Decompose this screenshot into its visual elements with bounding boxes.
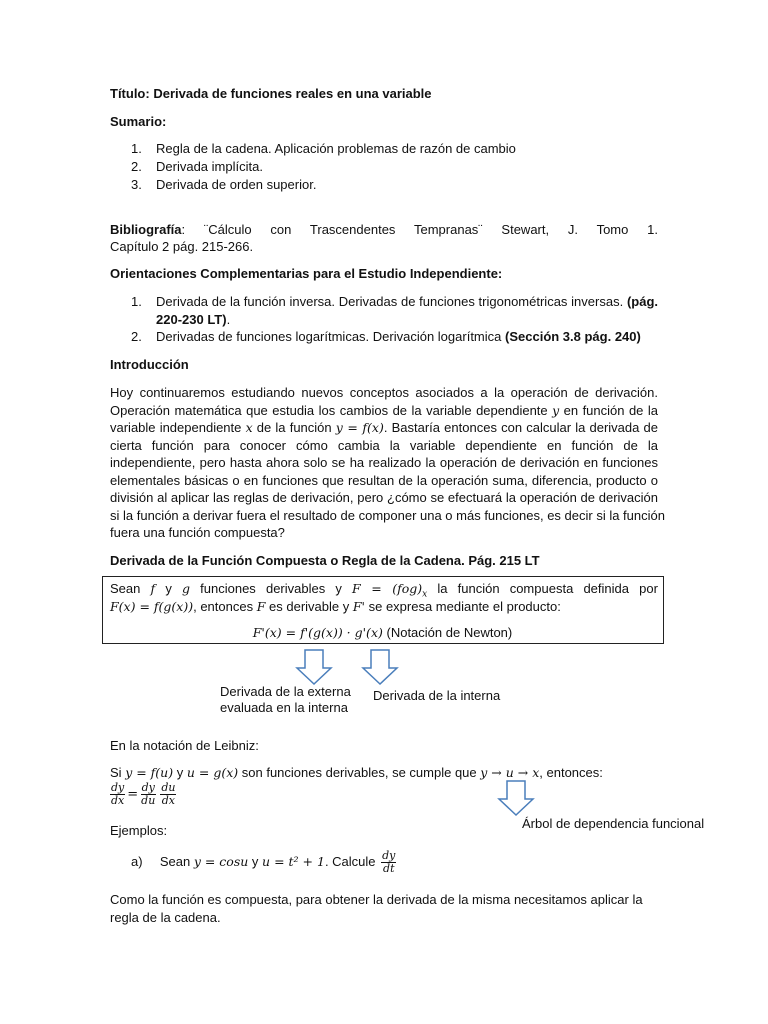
orientaciones-item: 2. Derivadas de funciones logarítmicas. Derivación logarítmica (Sección 3.8 pág. 240): [131, 329, 641, 344]
orientaciones-list: [110, 293, 658, 346]
cadena-heading: Derivada de la Función Compuesta o Regla de la Cadena. Pág. 215 LT: [110, 553, 540, 568]
box-line-1: Sean f y g funciones derivables y $F = (fog)_x$ la función compuesta definida por: [110, 581, 658, 600]
introduccion-heading: Introducción: [110, 357, 189, 372]
sumario-item: 3. Derivada de orden superior.: [131, 177, 317, 192]
sumario-item: 2. Derivada implícita.: [131, 159, 263, 174]
leibniz-intro: En la notación de Leibniz:: [110, 738, 259, 753]
document-page: Título: Derivada de funciones reales en una variable Sumario: 1. Regla de la cadena. Aplicación problemas de razón de cambio 2. Derivada implícita. 3. Derivada de orden superior. Bibliografía: ¨Cálculo con Trascendentes Tempranas¨ Stewart, J. Tomo 1. Capítulo 2 pág. 215-266. Orientaciones Complementarias para el Estudio Independiente: 1. Derivada de la función inversa. Derivadas de funciones trigonométricas inversas. (pág. 220-230 LT). 2. Derivadas de funciones logarítmicas. Derivación logarítmica (Sección 3.8 pág. 240) Introducción Hoy continuaremos estudiando nuevos conceptos asociados a la operación de derivación. Operación matemática que estudia los cambios de la variable dependiente y en función de la variable independiente x de la función y = f(x). Bastaría entonces con calcular la derivada de cierta función para conocer cómo cambia la variable dependiente en función de la independiente, pero hasta ahora solo se ha realizado la operación de derivación en funciones elementales básicas o en funciones que resultan de la operación suma, diferencia, producto o división al aplicar las reglas de derivación, pero ¿cómo se efectuará la operación de derivación si la función a derivar fuera el resultado de componer una o más funciones, es decir si la función fuera una función compuesta? Derivada de la Función Compuesta o Regla de la Cadena. Pág. 215 LT Sean f y g funciones derivables y $F = (fog)_x$ la función compuesta definida por F(x) = f(g(x)), entonces F es derivable y F' se expresa mediante el producto: F'(x) = f'(g(x)) · g'(x) (Notación de Newton) Derivada de la externa evaluada en la interna Derivada de la interna En la notación de Leibniz: Si y = f(u) y u = g(x) son funciones derivables, se cumple que y → u → x, entonces: $\frac{dy}{dx}$ = $\frac{dy}{du}$ $\frac{du}{dx}$ Árbol de dependencia funcional Ejemplos: a) Sean y = cosu y u = t² + 1. Calcule $\frac{dy}{dt}$ Como la función es compuesta, para obtener la derivada de la misma necesitamos aplicar la regla de la cadena.: [0, 0, 768, 1024]
bibliografia-line-1: Bibliografía: ¨Cálculo con Trascendentes Tempranas¨ Stewart, J. Tomo 1.: [110, 222, 658, 237]
chain-rule-box: [102, 576, 664, 644]
title-text: Derivada de funciones reales en una variable: [153, 86, 432, 101]
ejemplo-a: a) Sean y = cosu y u = t² + 1. Calcule $\frac{dy}{dt}$: [131, 849, 396, 875]
down-arrow-icon: [296, 650, 332, 686]
bibliografia-line-2: Capítulo 2 pág. 215-266.: [110, 239, 254, 254]
externa-label: Derivada de la externa evaluada en la interna: [220, 684, 351, 715]
interna-label: Derivada de la interna: [373, 688, 501, 703]
down-arrow-icon: [362, 650, 398, 686]
sumario-heading: Sumario:: [110, 114, 167, 129]
newton-formula: F'(x) = f'(g(x)) · g'(x) (Notación de Newton): [252, 625, 513, 640]
conclusion-line-2: regla de la cadena.: [110, 909, 221, 925]
orientaciones-heading: Orientaciones Complementarias para el Estudio Independiente:: [110, 266, 503, 281]
conclusion-line-1: Como la función es compuesta, para obtener la derivada de la misma necesitamos aplicar la: [110, 892, 643, 907]
title-label: Título:: [110, 86, 150, 101]
orientaciones-item: 1. Derivada de la función inversa. Derivadas de funciones trigonométricas inversas. (pág. 220-230 LT).: [131, 294, 658, 327]
leibniz-chain-formula: $\frac{dy}{dx}$ = $\frac{dy}{du}$ $\frac{du}{dx}$: [111, 781, 176, 807]
ejemplos-heading: Ejemplos:: [110, 823, 168, 838]
leibniz-line: Si y = f(u) y u = g(x) son funciones derivables, se cumple que y → u → x, entonces:: [110, 765, 603, 780]
arbol-label: Árbol de dependencia funcional: [522, 816, 705, 831]
sumario-list: [110, 140, 658, 194]
box-line-2: F(x) = f(g(x)), entonces F es derivable y F' se expresa mediante el producto:: [110, 599, 561, 614]
down-arrow-icon: [498, 781, 534, 817]
sumario-item: 1. Regla de la cadena. Aplicación problemas de razón de cambio: [131, 141, 516, 156]
document-title: [110, 85, 658, 103]
